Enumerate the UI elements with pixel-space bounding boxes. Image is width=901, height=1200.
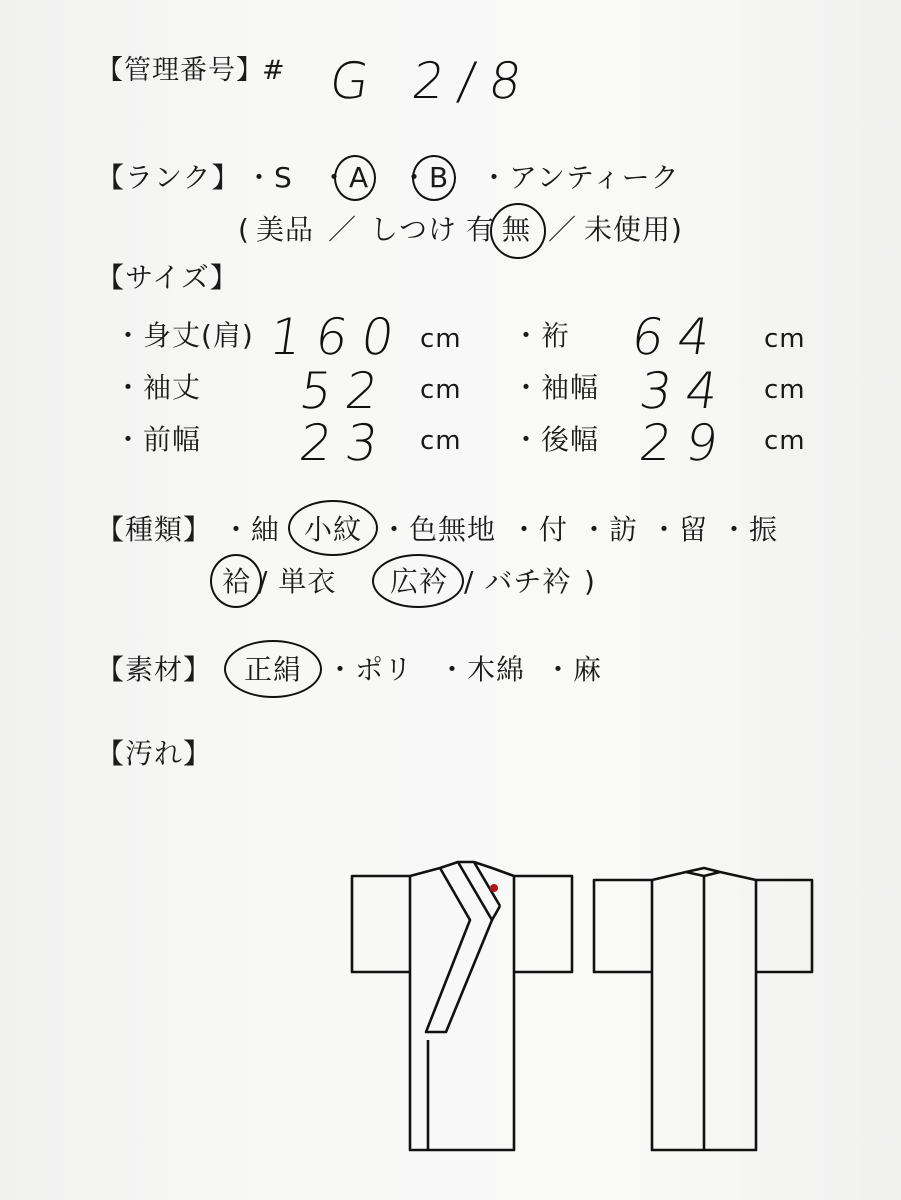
type-iromuji: ・色無地 bbox=[380, 513, 497, 546]
type-tsumugi: ・紬 bbox=[222, 513, 281, 546]
type-label: 【種類】 bbox=[96, 513, 213, 546]
size-row3-left-value: 23 bbox=[295, 414, 396, 472]
type-close-paren: ) bbox=[584, 565, 596, 598]
type-awase: 袷 bbox=[222, 565, 252, 598]
rank-detail-unused: 未使用) bbox=[584, 213, 683, 246]
back-collar bbox=[686, 872, 720, 876]
size-row3-right-value: 29 bbox=[635, 414, 736, 472]
rank-detail-slash-1: ／ bbox=[328, 213, 358, 246]
type-tome: ・留 bbox=[650, 513, 709, 546]
size-row2-left-value: 52 bbox=[295, 362, 396, 420]
stain-label: 【汚れ】 bbox=[96, 737, 213, 770]
kimono-front-diagram bbox=[352, 862, 572, 1150]
front-right-sleeve bbox=[514, 876, 572, 972]
rank-detail-slash-2: ／ bbox=[548, 213, 578, 246]
material-label: 【素材】 bbox=[96, 653, 213, 686]
type-hiroeri: 広衿 bbox=[390, 565, 449, 598]
back-left-sleeve bbox=[594, 880, 652, 972]
rank-detail-beauty: 美品 bbox=[256, 213, 315, 246]
size-row2-right-label: ・袖幅 bbox=[512, 371, 600, 404]
type-furi: ・振 bbox=[720, 513, 779, 546]
front-collar-tip bbox=[492, 906, 500, 920]
back-right-sleeve bbox=[756, 880, 812, 972]
type-hitoe: / 単衣 bbox=[258, 565, 337, 598]
rank-detail-none: 無 bbox=[502, 213, 532, 246]
stain-mark bbox=[490, 884, 498, 892]
size-row2-right-unit: cm bbox=[764, 375, 806, 405]
rank-detail-has: 有 bbox=[466, 213, 496, 246]
size-row3-left-label: ・前幅 bbox=[114, 423, 202, 456]
size-row3-left-unit: cm bbox=[420, 426, 462, 456]
type-bachieri: / バチ衿 bbox=[464, 565, 572, 598]
type-tsuke: ・付 bbox=[510, 513, 569, 546]
size-row2-left-label: ・袖丈 bbox=[114, 371, 202, 404]
rank-option-b: ・B bbox=[400, 161, 450, 194]
size-row1-left-label: ・身丈(肩) bbox=[114, 319, 254, 352]
front-collar-band bbox=[426, 862, 492, 1032]
size-row1-left-unit: cm bbox=[420, 324, 462, 354]
rank-label: 【ランク】 bbox=[96, 161, 241, 194]
size-row2-right-value: 34 bbox=[635, 362, 736, 420]
type-komon: 小紋 bbox=[304, 513, 363, 546]
material-cotton: ・木綿 bbox=[438, 653, 526, 686]
material-silk: 正絹 bbox=[244, 653, 303, 686]
front-left-sleeve bbox=[352, 876, 410, 972]
rank-detail-open-paren: ( bbox=[238, 213, 250, 246]
rank-option-antique: ・アンティーク bbox=[480, 161, 680, 194]
hash-sign: # bbox=[262, 55, 286, 86]
size-row1-right-value: 64 bbox=[627, 308, 728, 366]
size-row1-right-label: ・裄 bbox=[512, 319, 571, 352]
size-row1-left-value: 160 bbox=[265, 308, 412, 366]
size-row1-right-unit: cm bbox=[764, 324, 806, 354]
rank-option-s: ・S bbox=[245, 161, 293, 194]
type-houmon: ・訪 bbox=[580, 513, 639, 546]
size-row2-left-unit: cm bbox=[420, 375, 462, 405]
management-number-label: 【管理番号】 bbox=[96, 55, 264, 86]
rank-detail-basting: しつけ bbox=[370, 213, 458, 246]
rank-option-a: ・A bbox=[320, 161, 370, 194]
material-poly: ・ポリ bbox=[326, 653, 414, 686]
front-body bbox=[410, 876, 514, 1150]
size-label: 【サイズ】 bbox=[96, 261, 239, 294]
material-linen: ・麻 bbox=[544, 653, 603, 686]
kimono-back-diagram bbox=[594, 868, 812, 1150]
management-number-value: G 2/8 bbox=[325, 52, 540, 110]
size-row3-right-unit: cm bbox=[764, 426, 806, 456]
size-row3-right-label: ・後幅 bbox=[512, 423, 600, 456]
